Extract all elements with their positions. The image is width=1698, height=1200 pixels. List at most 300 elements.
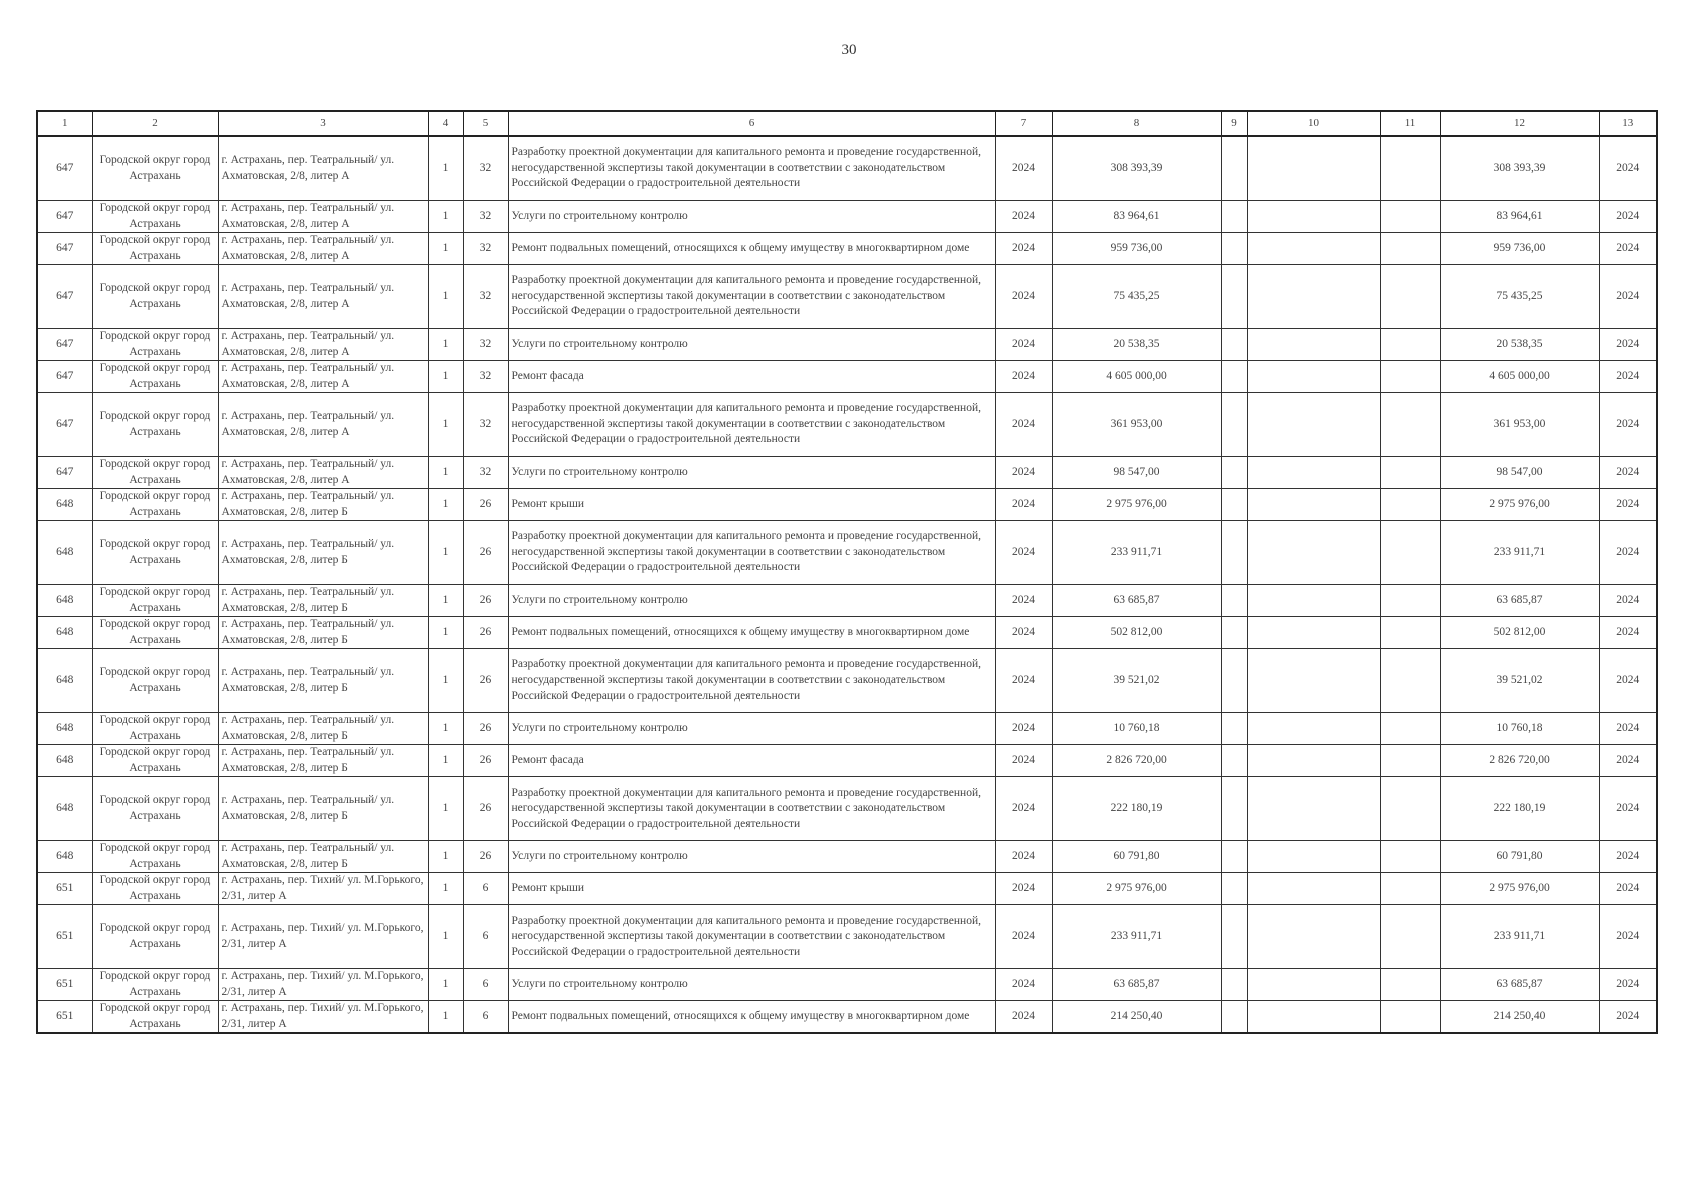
completion-year-cell: 2024 [1599, 1001, 1657, 1034]
cost-12-cell: 20 538,35 [1440, 329, 1599, 361]
cost-total-cell: 60 791,80 [1052, 841, 1221, 873]
address-cell: г. Астрахань, пер. Театральный/ ул. Ахматовская, 2/8, литер Б [218, 745, 428, 777]
year-cell: 2024 [995, 136, 1052, 201]
cost-9-cell [1221, 329, 1247, 361]
table-row [37, 585, 1657, 617]
cost-total-cell: 63 685,87 [1052, 969, 1221, 1001]
completion-year-cell: 2024 [1599, 457, 1657, 489]
table-row [37, 489, 1657, 521]
row-number-cell: 648 [37, 649, 92, 713]
year-cell: 2024 [995, 201, 1052, 233]
work-description-cell: Ремонт подвальных помещений, относящихся к общему имуществу в многоквартирном доме [508, 617, 995, 649]
cost-10-cell [1247, 777, 1380, 841]
table-row [37, 136, 1657, 201]
cost-11-cell [1380, 841, 1440, 873]
cost-12-cell: 308 393,39 [1440, 136, 1599, 201]
address-cell: г. Астрахань, пер. Театральный/ ул. Ахматовская, 2/8, литер А [218, 361, 428, 393]
cost-12-cell: 233 911,71 [1440, 905, 1599, 969]
cost-10-cell [1247, 745, 1380, 777]
year-cell: 2024 [995, 905, 1052, 969]
cost-12-cell: 2 975 976,00 [1440, 489, 1599, 521]
cost-total-cell: 75 435,25 [1052, 265, 1221, 329]
cost-total-cell: 233 911,71 [1052, 521, 1221, 585]
municipality-cell: Городской округ город Астрахань [92, 233, 218, 265]
year-cell: 2024 [995, 585, 1052, 617]
municipality-cell: Городской округ город Астрахань [92, 136, 218, 201]
completion-year-cell: 2024 [1599, 361, 1657, 393]
param-5-cell: 32 [463, 233, 508, 265]
table-row [37, 713, 1657, 745]
completion-year-cell: 2024 [1599, 969, 1657, 1001]
cost-9-cell [1221, 201, 1247, 233]
row-number-cell: 647 [37, 201, 92, 233]
cost-total-cell: 214 250,40 [1052, 1001, 1221, 1034]
municipality-cell: Городской округ город Астрахань [92, 777, 218, 841]
column-header-4: 4 [428, 111, 463, 136]
cost-12-cell: 222 180,19 [1440, 777, 1599, 841]
cost-9-cell [1221, 585, 1247, 617]
municipality-cell: Городской округ город Астрахань [92, 521, 218, 585]
cost-10-cell [1247, 713, 1380, 745]
cost-10-cell [1247, 873, 1380, 905]
address-cell: г. Астрахань, пер. Тихий/ ул. М.Горького, 2/31, литер А [218, 1001, 428, 1034]
param-5-cell: 6 [463, 905, 508, 969]
param-5-cell: 6 [463, 1001, 508, 1034]
municipality-cell: Городской округ город Астрахань [92, 841, 218, 873]
municipality-cell: Городской округ город Астрахань [92, 617, 218, 649]
cost-9-cell [1221, 265, 1247, 329]
year-cell: 2024 [995, 1001, 1052, 1034]
column-header-5: 5 [463, 111, 508, 136]
param-5-cell: 26 [463, 521, 508, 585]
cost-total-cell: 63 685,87 [1052, 585, 1221, 617]
param-4-cell: 1 [428, 841, 463, 873]
cost-9-cell [1221, 777, 1247, 841]
param-5-cell: 32 [463, 457, 508, 489]
completion-year-cell: 2024 [1599, 777, 1657, 841]
work-description-cell: Ремонт фасада [508, 745, 995, 777]
cost-12-cell: 233 911,71 [1440, 521, 1599, 585]
cost-10-cell [1247, 585, 1380, 617]
year-cell: 2024 [995, 617, 1052, 649]
param-5-cell: 26 [463, 649, 508, 713]
address-cell: г. Астрахань, пер. Театральный/ ул. Ахматовская, 2/8, литер Б [218, 521, 428, 585]
cost-total-cell: 308 393,39 [1052, 136, 1221, 201]
param-4-cell: 1 [428, 585, 463, 617]
cost-9-cell [1221, 521, 1247, 585]
work-description-cell: Услуги по строительному контролю [508, 713, 995, 745]
repair-registry-table [36, 110, 1658, 1034]
cost-11-cell [1380, 233, 1440, 265]
year-cell: 2024 [995, 393, 1052, 457]
cost-12-cell: 2 826 720,00 [1440, 745, 1599, 777]
work-description-cell: Услуги по строительному контролю [508, 969, 995, 1001]
cost-total-cell: 83 964,61 [1052, 201, 1221, 233]
column-number-row [37, 111, 1657, 136]
row-number-cell: 651 [37, 873, 92, 905]
municipality-cell: Городской округ город Астрахань [92, 713, 218, 745]
column-header-1: 1 [37, 111, 92, 136]
cost-12-cell: 63 685,87 [1440, 585, 1599, 617]
cost-total-cell: 2 975 976,00 [1052, 873, 1221, 905]
table-row [37, 265, 1657, 329]
cost-total-cell: 2 826 720,00 [1052, 745, 1221, 777]
address-cell: г. Астрахань, пер. Театральный/ ул. Ахматовская, 2/8, литер Б [218, 617, 428, 649]
cost-9-cell [1221, 873, 1247, 905]
work-description-cell: Услуги по строительному контролю [508, 585, 995, 617]
completion-year-cell: 2024 [1599, 649, 1657, 713]
cost-12-cell: 83 964,61 [1440, 201, 1599, 233]
cost-9-cell [1221, 1001, 1247, 1034]
address-cell: г. Астрахань, пер. Театральный/ ул. Ахматовская, 2/8, литер А [218, 201, 428, 233]
cost-11-cell [1380, 361, 1440, 393]
param-5-cell: 32 [463, 329, 508, 361]
work-description-cell: Ремонт крыши [508, 489, 995, 521]
cost-10-cell [1247, 201, 1380, 233]
param-4-cell: 1 [428, 489, 463, 521]
year-cell: 2024 [995, 713, 1052, 745]
work-description-cell: Разработку проектной документации для капитального ремонта и проведение государственной, негосударственной экспертизы такой документации в соответствии с законодательством Российской Федерации о градостроительной деятельности [508, 393, 995, 457]
row-number-cell: 648 [37, 489, 92, 521]
table-header [37, 111, 1657, 136]
param-4-cell: 1 [428, 329, 463, 361]
work-description-cell: Разработку проектной документации для капитального ремонта и проведение государственной, негосударственной экспертизы такой документации в соответствии с законодательством Российской Федерации о градостроительной деятельности [508, 265, 995, 329]
param-5-cell: 32 [463, 201, 508, 233]
column-header-10: 10 [1247, 111, 1380, 136]
param-4-cell: 1 [428, 265, 463, 329]
param-5-cell: 32 [463, 265, 508, 329]
address-cell: г. Астрахань, пер. Театральный/ ул. Ахматовская, 2/8, литер Б [218, 841, 428, 873]
year-cell: 2024 [995, 745, 1052, 777]
param-5-cell: 26 [463, 617, 508, 649]
completion-year-cell: 2024 [1599, 233, 1657, 265]
cost-11-cell [1380, 777, 1440, 841]
cost-12-cell: 98 547,00 [1440, 457, 1599, 489]
cost-12-cell: 60 791,80 [1440, 841, 1599, 873]
table-body [37, 136, 1657, 1033]
completion-year-cell: 2024 [1599, 393, 1657, 457]
cost-9-cell [1221, 969, 1247, 1001]
cost-11-cell [1380, 329, 1440, 361]
table-row [37, 777, 1657, 841]
column-header-7: 7 [995, 111, 1052, 136]
municipality-cell: Городской округ город Астрахань [92, 905, 218, 969]
cost-10-cell [1247, 329, 1380, 361]
param-4-cell: 1 [428, 873, 463, 905]
table-row [37, 233, 1657, 265]
column-header-11: 11 [1380, 111, 1440, 136]
address-cell: г. Астрахань, пер. Театральный/ ул. Ахматовская, 2/8, литер А [218, 265, 428, 329]
cost-11-cell [1380, 393, 1440, 457]
cost-11-cell [1380, 585, 1440, 617]
row-number-cell: 651 [37, 969, 92, 1001]
cost-10-cell [1247, 393, 1380, 457]
cost-total-cell: 233 911,71 [1052, 905, 1221, 969]
cost-9-cell [1221, 841, 1247, 873]
cost-12-cell: 4 605 000,00 [1440, 361, 1599, 393]
work-description-cell: Услуги по строительному контролю [508, 329, 995, 361]
year-cell: 2024 [995, 329, 1052, 361]
year-cell: 2024 [995, 489, 1052, 521]
address-cell: г. Астрахань, пер. Театральный/ ул. Ахматовская, 2/8, литер Б [218, 713, 428, 745]
cost-10-cell [1247, 969, 1380, 1001]
cost-12-cell: 959 736,00 [1440, 233, 1599, 265]
param-4-cell: 1 [428, 521, 463, 585]
year-cell: 2024 [995, 649, 1052, 713]
cost-12-cell: 10 760,18 [1440, 713, 1599, 745]
address-cell: г. Астрахань, пер. Театральный/ ул. Ахматовская, 2/8, литер А [218, 233, 428, 265]
cost-12-cell: 2 975 976,00 [1440, 873, 1599, 905]
work-description-cell: Ремонт фасада [508, 361, 995, 393]
row-number-cell: 647 [37, 265, 92, 329]
municipality-cell: Городской округ город Астрахань [92, 969, 218, 1001]
table-row [37, 521, 1657, 585]
work-description-cell: Ремонт крыши [508, 873, 995, 905]
row-number-cell: 647 [37, 329, 92, 361]
cost-9-cell [1221, 745, 1247, 777]
cost-12-cell: 502 812,00 [1440, 617, 1599, 649]
cost-9-cell [1221, 617, 1247, 649]
row-number-cell: 647 [37, 457, 92, 489]
year-cell: 2024 [995, 873, 1052, 905]
row-number-cell: 647 [37, 361, 92, 393]
cost-9-cell [1221, 649, 1247, 713]
address-cell: г. Астрахань, пер. Театральный/ ул. Ахматовская, 2/8, литер Б [218, 585, 428, 617]
cost-11-cell [1380, 265, 1440, 329]
work-description-cell: Разработку проектной документации для капитального ремонта и проведение государственной, негосударственной экспертизы такой документации в соответствии с законодательством Российской Федерации о градостроительной деятельности [508, 136, 995, 201]
cost-10-cell [1247, 457, 1380, 489]
param-5-cell: 32 [463, 136, 508, 201]
row-number-cell: 647 [37, 136, 92, 201]
cost-9-cell [1221, 713, 1247, 745]
work-description-cell: Услуги по строительному контролю [508, 841, 995, 873]
cost-10-cell [1247, 233, 1380, 265]
address-cell: г. Астрахань, пер. Театральный/ ул. Ахматовская, 2/8, литер А [218, 329, 428, 361]
cost-12-cell: 75 435,25 [1440, 265, 1599, 329]
work-description-cell: Услуги по строительному контролю [508, 457, 995, 489]
year-cell: 2024 [995, 969, 1052, 1001]
completion-year-cell: 2024 [1599, 905, 1657, 969]
cost-total-cell: 20 538,35 [1052, 329, 1221, 361]
param-4-cell: 1 [428, 361, 463, 393]
param-5-cell: 26 [463, 841, 508, 873]
row-number-cell: 648 [37, 777, 92, 841]
completion-year-cell: 2024 [1599, 585, 1657, 617]
row-number-cell: 648 [37, 585, 92, 617]
address-cell: г. Астрахань, пер. Тихий/ ул. М.Горького, 2/31, литер А [218, 873, 428, 905]
work-description-cell: Услуги по строительному контролю [508, 201, 995, 233]
table-row [37, 329, 1657, 361]
row-number-cell: 648 [37, 617, 92, 649]
param-5-cell: 26 [463, 489, 508, 521]
cost-12-cell: 361 953,00 [1440, 393, 1599, 457]
cost-12-cell: 63 685,87 [1440, 969, 1599, 1001]
cost-11-cell [1380, 489, 1440, 521]
municipality-cell: Городской округ город Астрахань [92, 393, 218, 457]
table-row [37, 457, 1657, 489]
municipality-cell: Городской округ город Астрахань [92, 489, 218, 521]
completion-year-cell: 2024 [1599, 841, 1657, 873]
cost-9-cell [1221, 233, 1247, 265]
cost-9-cell [1221, 393, 1247, 457]
municipality-cell: Городской округ город Астрахань [92, 201, 218, 233]
param-4-cell: 1 [428, 713, 463, 745]
cost-11-cell [1380, 136, 1440, 201]
param-4-cell: 1 [428, 617, 463, 649]
cost-10-cell [1247, 489, 1380, 521]
year-cell: 2024 [995, 841, 1052, 873]
completion-year-cell: 2024 [1599, 873, 1657, 905]
cost-11-cell [1380, 905, 1440, 969]
table-row [37, 393, 1657, 457]
cost-10-cell [1247, 361, 1380, 393]
column-header-9: 9 [1221, 111, 1247, 136]
cost-11-cell [1380, 969, 1440, 1001]
row-number-cell: 647 [37, 393, 92, 457]
year-cell: 2024 [995, 265, 1052, 329]
param-5-cell: 6 [463, 969, 508, 1001]
column-header-12: 12 [1440, 111, 1599, 136]
cost-11-cell [1380, 873, 1440, 905]
cost-10-cell [1247, 905, 1380, 969]
column-header-3: 3 [218, 111, 428, 136]
completion-year-cell: 2024 [1599, 136, 1657, 201]
cost-11-cell [1380, 201, 1440, 233]
param-4-cell: 1 [428, 393, 463, 457]
year-cell: 2024 [995, 777, 1052, 841]
row-number-cell: 651 [37, 1001, 92, 1034]
completion-year-cell: 2024 [1599, 521, 1657, 585]
row-number-cell: 648 [37, 521, 92, 585]
cost-total-cell: 10 760,18 [1052, 713, 1221, 745]
cost-9-cell [1221, 136, 1247, 201]
cost-total-cell: 39 521,02 [1052, 649, 1221, 713]
param-5-cell: 32 [463, 393, 508, 457]
cost-total-cell: 98 547,00 [1052, 457, 1221, 489]
work-description-cell: Ремонт подвальных помещений, относящихся к общему имуществу в многоквартирном доме [508, 233, 995, 265]
cost-9-cell [1221, 905, 1247, 969]
address-cell: г. Астрахань, пер. Театральный/ ул. Ахматовская, 2/8, литер А [218, 393, 428, 457]
table-row [37, 873, 1657, 905]
completion-year-cell: 2024 [1599, 489, 1657, 521]
cost-10-cell [1247, 617, 1380, 649]
param-4-cell: 1 [428, 905, 463, 969]
year-cell: 2024 [995, 457, 1052, 489]
param-4-cell: 1 [428, 136, 463, 201]
work-description-cell: Разработку проектной документации для капитального ремонта и проведение государственной, негосударственной экспертизы такой документации в соответствии с законодательством Российской Федерации о градостроительной деятельности [508, 777, 995, 841]
cost-9-cell [1221, 489, 1247, 521]
cost-10-cell [1247, 265, 1380, 329]
cost-11-cell [1380, 745, 1440, 777]
column-header-13: 13 [1599, 111, 1657, 136]
cost-11-cell [1380, 713, 1440, 745]
param-4-cell: 1 [428, 969, 463, 1001]
cost-10-cell [1247, 1001, 1380, 1034]
municipality-cell: Городской округ город Астрахань [92, 873, 218, 905]
completion-year-cell: 2024 [1599, 265, 1657, 329]
column-header-6: 6 [508, 111, 995, 136]
completion-year-cell: 2024 [1599, 617, 1657, 649]
completion-year-cell: 2024 [1599, 329, 1657, 361]
param-5-cell: 26 [463, 713, 508, 745]
param-5-cell: 6 [463, 873, 508, 905]
cost-total-cell: 4 605 000,00 [1052, 361, 1221, 393]
work-description-cell: Разработку проектной документации для капитального ремонта и проведение государственной, негосударственной экспертизы такой документации в соответствии с законодательством Российской Федерации о градостроительной деятельности [508, 649, 995, 713]
completion-year-cell: 2024 [1599, 745, 1657, 777]
table-row [37, 969, 1657, 1001]
cost-total-cell: 222 180,19 [1052, 777, 1221, 841]
page-number: 30 [841, 42, 857, 58]
param-4-cell: 1 [428, 201, 463, 233]
table-row [37, 617, 1657, 649]
row-number-cell: 648 [37, 745, 92, 777]
work-description-cell: Ремонт подвальных помещений, относящихся к общему имуществу в многоквартирном доме [508, 1001, 995, 1034]
param-4-cell: 1 [428, 233, 463, 265]
cost-11-cell [1380, 617, 1440, 649]
address-cell: г. Астрахань, пер. Тихий/ ул. М.Горького, 2/31, литер А [218, 905, 428, 969]
year-cell: 2024 [995, 521, 1052, 585]
municipality-cell: Городской округ город Астрахань [92, 457, 218, 489]
municipality-cell: Городской округ город Астрахань [92, 649, 218, 713]
cost-11-cell [1380, 649, 1440, 713]
cost-total-cell: 502 812,00 [1052, 617, 1221, 649]
cost-12-cell: 214 250,40 [1440, 1001, 1599, 1034]
param-4-cell: 1 [428, 777, 463, 841]
address-cell: г. Астрахань, пер. Театральный/ ул. Ахматовская, 2/8, литер А [218, 136, 428, 201]
completion-year-cell: 2024 [1599, 201, 1657, 233]
work-description-cell: Разработку проектной документации для капитального ремонта и проведение государственной, негосударственной экспертизы такой документации в соответствии с законодательством Российской Федерации о градостроительной деятельности [508, 905, 995, 969]
row-number-cell: 651 [37, 905, 92, 969]
cost-11-cell [1380, 457, 1440, 489]
year-cell: 2024 [995, 361, 1052, 393]
address-cell: г. Астрахань, пер. Театральный/ ул. Ахматовская, 2/8, литер Б [218, 777, 428, 841]
param-4-cell: 1 [428, 649, 463, 713]
cost-total-cell: 959 736,00 [1052, 233, 1221, 265]
table-row [37, 201, 1657, 233]
param-5-cell: 26 [463, 745, 508, 777]
cost-10-cell [1247, 521, 1380, 585]
cost-10-cell [1247, 136, 1380, 201]
cost-10-cell [1247, 649, 1380, 713]
table-row [37, 361, 1657, 393]
cost-9-cell [1221, 361, 1247, 393]
row-number-cell: 648 [37, 841, 92, 873]
completion-year-cell: 2024 [1599, 713, 1657, 745]
cost-total-cell: 361 953,00 [1052, 393, 1221, 457]
column-header-2: 2 [92, 111, 218, 136]
municipality-cell: Городской округ город Астрахань [92, 745, 218, 777]
address-cell: г. Астрахань, пер. Театральный/ ул. Ахматовская, 2/8, литер Б [218, 649, 428, 713]
cost-11-cell [1380, 1001, 1440, 1034]
param-4-cell: 1 [428, 745, 463, 777]
cost-9-cell [1221, 457, 1247, 489]
address-cell: г. Астрахань, пер. Театральный/ ул. Ахматовская, 2/8, литер Б [218, 489, 428, 521]
param-4-cell: 1 [428, 1001, 463, 1034]
table-row [37, 1001, 1657, 1034]
column-header-8: 8 [1052, 111, 1221, 136]
table-row [37, 745, 1657, 777]
municipality-cell: Городской округ город Астрахань [92, 361, 218, 393]
row-number-cell: 648 [37, 713, 92, 745]
param-5-cell: 26 [463, 585, 508, 617]
cost-12-cell: 39 521,02 [1440, 649, 1599, 713]
work-description-cell: Разработку проектной документации для капитального ремонта и проведение государственной, негосударственной экспертизы такой документации в соответствии с законодательством Российской Федерации о градостроительной деятельности [508, 521, 995, 585]
param-5-cell: 26 [463, 777, 508, 841]
municipality-cell: Городской округ город Астрахань [92, 1001, 218, 1034]
municipality-cell: Городской округ город Астрахань [92, 329, 218, 361]
row-number-cell: 647 [37, 233, 92, 265]
year-cell: 2024 [995, 233, 1052, 265]
